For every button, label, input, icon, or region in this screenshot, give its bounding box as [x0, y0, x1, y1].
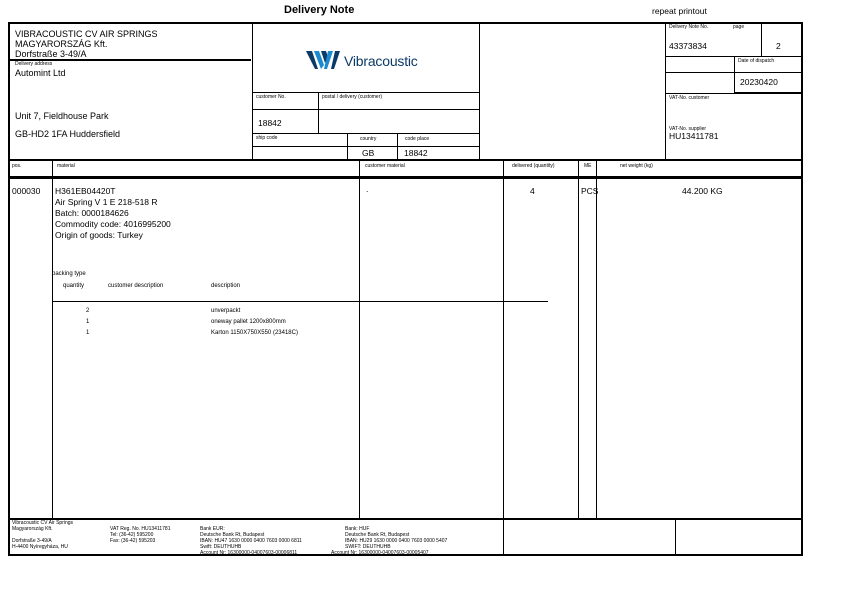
sender-line3: Dorfstraße 3-49/A [15, 49, 87, 59]
bank-huf-iban: IBAN: HU29 1630 0000 0400 7603 0000 5407 [345, 538, 448, 544]
item-origin: Origin of goods: Turkey [55, 230, 143, 240]
logo-text: Vibracoustic [344, 53, 418, 69]
bank-huf-swift: SWIFT: DEUTHUHB [345, 544, 391, 550]
code-place-label: code place [405, 136, 430, 142]
footer-fax: Fax: (36-42) 595203 [110, 538, 156, 544]
packing-rows [52, 308, 352, 341]
bank-eur-account: Account Nr: 16300000-04007603-00006811 [200, 550, 298, 556]
col-me: ME [584, 163, 592, 169]
country: GB [362, 148, 375, 158]
footer-company2: Magyarország Kft. [12, 526, 53, 532]
packing-qty: 2 [86, 308, 90, 314]
bank-huf-title: Bank: HUF [345, 526, 370, 532]
item-quantity: 4 [530, 186, 535, 196]
delivery-city: GB-HD2 1FA Huddersfield [15, 129, 121, 139]
footer-bank-huf [331, 526, 447, 556]
footer-contact [110, 526, 171, 544]
packing-col-quantity: quantity [63, 283, 85, 289]
item-desc: Air Spring V 1 E 218-518 R [55, 197, 158, 207]
item-batch: Batch: 0000184626 [55, 208, 129, 218]
sender-line2: MAGYARORSZÁG Kft. [15, 39, 108, 49]
country-label: country [360, 136, 377, 142]
ship-code-label: ship code [256, 135, 278, 141]
item-unit: PCS [581, 186, 599, 196]
packing-qty: 1 [86, 330, 90, 336]
packing-col-desc: description [211, 283, 241, 289]
page-no: 2 [776, 41, 781, 51]
footer-bank-eur [200, 526, 302, 556]
vat-customer-label: VAT-No. customer [669, 95, 710, 101]
packing-col-customer-desc: customer description [108, 283, 164, 289]
col-pos: pos. [12, 163, 22, 169]
document-title: Delivery Note [284, 4, 355, 16]
customer-no-label: customer No. [256, 94, 286, 100]
sender-block [15, 29, 158, 59]
bank-eur-iban: IBAN: HU47 1630 0000 0400 7603 0000 6811 [200, 538, 302, 544]
col-customer-material: customer material [365, 163, 405, 169]
customer-no: 18842 [258, 118, 282, 128]
packing-row [52, 308, 352, 319]
delivery-note-label: Delivery Note No. [669, 24, 709, 30]
footer-vat: VAT Reg. No. HU13411781 [110, 526, 171, 532]
footer-addr1: Dorfstraße 3-49/A [12, 538, 52, 544]
delivery-name: Automint Ltd [15, 68, 66, 78]
delivery-note-no: 43373834 [669, 41, 707, 51]
page-label: page [733, 24, 745, 30]
packing-row [52, 319, 352, 330]
bank-eur-name: Deutsche Bank Rt, Budapest [200, 532, 265, 538]
vat-supplier: HU13411781 [669, 131, 719, 141]
item-pos: 000030 [12, 186, 41, 196]
col-material: material [57, 163, 75, 169]
bank-huf-account: Account Nr: 16300000-04007603-00005407 [331, 550, 429, 556]
item-customer-material: . [366, 184, 369, 194]
item-code: H361EB04420T [55, 186, 116, 196]
item-weight: 44.200 KG [682, 186, 723, 196]
bank-huf-name: Deutsche Bank Rt, Budapest [345, 532, 410, 538]
packing-row [52, 330, 352, 341]
packing-desc: Karton 1150X750X550 (23418C) [211, 330, 298, 336]
packing-desc: unverpackt [211, 308, 241, 314]
footer-company [12, 520, 73, 550]
bank-eur-swift: Swift: DEUTHUHB [200, 544, 242, 550]
logo-mark-icon [306, 51, 342, 71]
packing-qty: 1 [86, 319, 90, 325]
packing-title: packing type [52, 271, 86, 277]
date-label: Date of dispatch [738, 58, 775, 64]
packing-desc: oneway pallet 1200x800mm [211, 319, 286, 325]
delivery-address-label: Delivery address [15, 61, 53, 67]
vat-supplier-label: VAT-No. supplier [669, 126, 707, 132]
reprint-label: repeat printout [652, 6, 707, 16]
footer-company1: Vibracoustic CV Air Springs [12, 520, 74, 526]
item-description [55, 186, 171, 241]
code-place: 18842 [404, 148, 428, 158]
dispatch-date: 20230420 [740, 77, 778, 87]
col-weight: net weight (kg) [620, 163, 653, 169]
footer-addr2: H-4400 Nyíregyháza, HU [12, 544, 68, 550]
postal-label: postal / delivery (customer) [322, 94, 383, 100]
vibracoustic-logo [306, 50, 436, 72]
footer-tel: Tel: (36-42) 595200 [110, 532, 154, 538]
sender-line1: VIBRACOUSTIC CV AIR SPRINGS [15, 29, 158, 39]
delivery-street: Unit 7, Fieldhouse Park [15, 111, 109, 121]
col-delivered: delivered (quantity) [512, 163, 555, 169]
bank-eur-title: Bank EUR: [200, 526, 225, 532]
item-commodity: Commodity code: 4016995200 [55, 219, 171, 229]
